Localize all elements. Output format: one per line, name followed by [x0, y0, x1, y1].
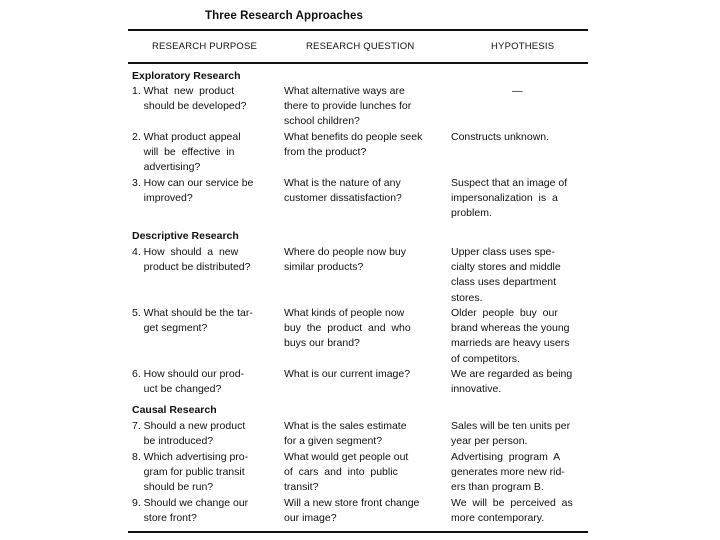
bottom-rule [128, 531, 588, 533]
header-label-hypothesis: HYPOTHESIS [491, 41, 555, 52]
table-title: Three Research Approaches [205, 10, 364, 22]
row-6-hypothesis: We are regarded as being innovative. [451, 368, 573, 396]
top-rule [128, 29, 588, 31]
header-label-question: RESEARCH QUESTION [306, 41, 415, 52]
row-2-hypothesis: Constructs unknown. [451, 131, 550, 143]
row-7-hypothesis: Sales will be ten units per year per person. [451, 420, 571, 448]
section-heading-causal: Causal Research [132, 404, 217, 416]
header-label-purpose: RESEARCH PURPOSE [152, 41, 258, 52]
row-4-purpose: 4. How should a new product be distributed? [132, 246, 251, 274]
row-4-hypothesis: Upper class uses spe- cialty stores and middle class uses department stores. [451, 246, 561, 304]
row-2-question: What benefits do people seek from the product? [284, 131, 423, 159]
row-1-hypothesis: — [512, 85, 523, 97]
row-3-question: What is the nature of any customer dissatisfaction? [284, 177, 402, 205]
row-3-hypothesis: Suspect that an image of impersonalization is a problem. [451, 177, 568, 220]
row-1-question: What alternative ways are there to provide lunches for school children? [284, 85, 412, 128]
row-8-purpose: 8. Which advertising pro- gram for public transit should be run? [132, 451, 249, 494]
row-9-question: Will a new store front change our image? [284, 497, 420, 525]
row-3-purpose: 3. How can our service be improved? [132, 177, 254, 205]
row-9-hypothesis: We will be perceived as more contemporary. [451, 497, 573, 525]
row-5-hypothesis: Older people buy our brand whereas the young marrieds are heavy users of competitors. [451, 307, 570, 365]
row-7-purpose: 7. Should a new product be introduced? [132, 420, 246, 448]
row-1-purpose: 1. What new product should be developed? [132, 85, 247, 113]
row-6-question: What is our current image? [284, 368, 411, 380]
row-5-question: What kinds of people now buy the product and who buys our brand? [284, 307, 411, 350]
row-4-question: Where do people now buy similar products? [284, 246, 406, 274]
header-rule [128, 62, 588, 64]
row-8-question: What would get people out of cars and into public transit? [284, 451, 409, 494]
row-2-purpose: 2. What product appeal will be effective in advertising? [132, 131, 241, 174]
section-heading-exploratory: Exploratory Research [132, 70, 241, 82]
row-5-purpose: 5. What should be the tar- get segment? [132, 307, 253, 335]
row-7-question: What is the sales estimate for a given segment? [284, 420, 407, 448]
row-8-hypothesis: Advertising program A generates more new rid- ers than program B. [451, 451, 565, 494]
row-6-purpose: 6. How should our prod- uct be changed? [132, 368, 245, 396]
section-heading-descriptive: Descriptive Research [132, 230, 239, 242]
row-9-purpose: 9. Should we change our store front? [132, 497, 249, 525]
